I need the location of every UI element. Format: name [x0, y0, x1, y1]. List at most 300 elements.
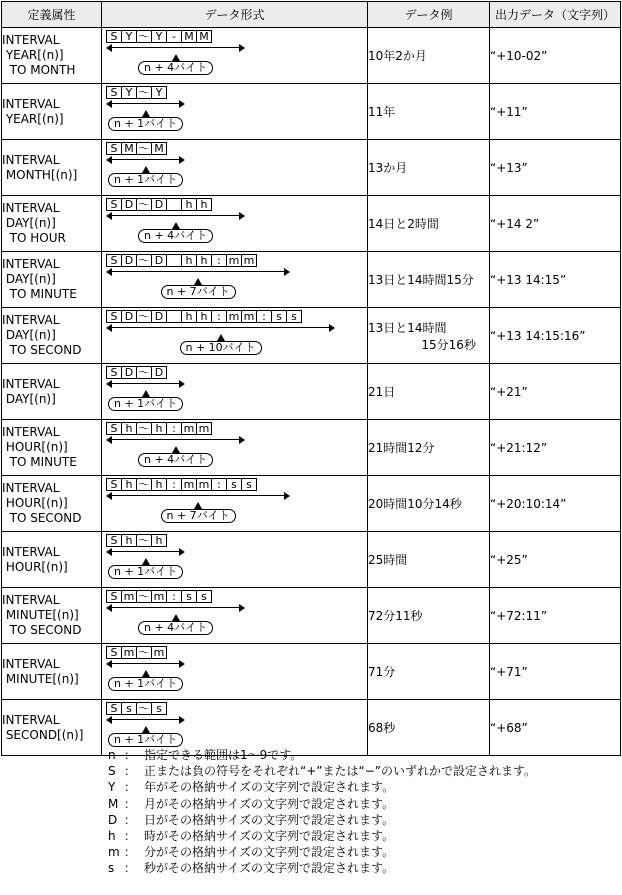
format-cells [106, 310, 335, 323]
attribute-line: MINUTE[(n)] [2, 671, 79, 686]
arrow-left-head-icon [106, 604, 112, 612]
note-key: m [108, 845, 120, 860]
output-cell: “+10-02” [490, 28, 621, 84]
attribute-line: INTERVAL [2, 152, 60, 167]
attribute-cell [2, 532, 102, 588]
length-arrow [106, 548, 185, 556]
example-cell [368, 308, 490, 364]
attribute-line: INTERVAL [2, 544, 60, 559]
attribute-line: TO MINUTE [2, 455, 77, 469]
format-char-cell: h [196, 310, 212, 323]
format-char-cell: : [211, 478, 227, 491]
byte-length-badge: n + 4バイト [138, 621, 213, 635]
format-cells [106, 590, 245, 603]
table-row [2, 308, 621, 364]
byte-length-badge: n + 1バイト [108, 733, 183, 747]
arrow-right-head-icon [179, 548, 185, 556]
output-cell: “+13 14:15” [490, 252, 621, 308]
format-char-cell: s [226, 478, 242, 491]
format-char-cell: m [196, 478, 212, 491]
attribute-line: INTERVAL [2, 425, 60, 439]
pointer-triangle-icon [142, 558, 150, 565]
output-cell: “+14 2” [490, 196, 621, 252]
note-separator: ： [124, 780, 137, 795]
format-char-cell: s [121, 702, 137, 715]
format-char-cell: m [181, 422, 197, 435]
format-diagram [106, 254, 290, 298]
format-cell [102, 252, 368, 308]
example-cell [368, 84, 490, 140]
format-cell [102, 644, 368, 700]
length-arrow [106, 100, 185, 108]
format-char-cell: 〜 [136, 534, 152, 547]
pointer-triangle-icon [172, 222, 180, 229]
note-key: D [108, 812, 118, 827]
arrow-left-head-icon [106, 436, 112, 444]
arrow-line [108, 663, 183, 664]
format-char-cell: : [166, 478, 182, 491]
format-char-cell: s [241, 478, 257, 491]
attribute-line: YEAR[(n)] [2, 111, 64, 126]
note-text: 正または負の符号をそれぞれ“+”または“−”のいずれかで設定されます。 [144, 764, 537, 779]
note-key: Y [108, 780, 116, 795]
attribute-line: YEAR[(n)] [2, 48, 64, 62]
attribute-line: TO MINUTE [2, 287, 77, 301]
format-char-cell: D [121, 310, 137, 323]
table-row [2, 140, 621, 196]
format-char-cell: 〜 [136, 310, 152, 323]
arrow-line [108, 607, 243, 608]
arrow-right-head-icon [329, 324, 335, 332]
arrow-right-head-icon [179, 156, 185, 164]
format-char-cell: 〜 [136, 30, 152, 43]
format-char-cell: Y [151, 86, 167, 99]
arrow-left-head-icon [106, 212, 112, 220]
note-text: 月がその格納サイズの文字列で設定されます。 [144, 796, 395, 811]
arrow-right-head-icon [179, 380, 185, 388]
byte-length-badge: n + 7バイト [161, 509, 236, 523]
length-arrow [106, 212, 245, 220]
byte-length-badge: n + 4バイト [138, 61, 213, 75]
example-line: 15分16秒 [368, 337, 476, 352]
example-line: 71分 [368, 665, 396, 679]
format-cells [106, 86, 185, 99]
note-text: 秒がその格納サイズの文字列で設定されます。 [144, 861, 395, 876]
note-line [108, 747, 536, 763]
format-char-cell: s [271, 310, 287, 323]
length-arrow [106, 604, 245, 612]
length-arrow [106, 660, 185, 668]
byte-length-badge: n + 4バイト [138, 453, 213, 467]
format-cell [102, 588, 368, 644]
example-cell [368, 588, 490, 644]
format-diagram [106, 646, 185, 690]
format-char-cell: h [196, 198, 212, 211]
format-char-cell: m [226, 310, 242, 323]
table-row [2, 532, 621, 588]
format-char-cell: S [106, 646, 122, 659]
attribute-line: TO HOUR [2, 231, 66, 245]
example-cell [368, 140, 490, 196]
format-char-cell: S [106, 30, 122, 43]
format-char-cell: M [181, 30, 197, 43]
arrow-line [108, 495, 288, 496]
format-char-cell: m [181, 478, 197, 491]
output-cell: “+21” [490, 364, 621, 420]
table-row [2, 644, 621, 700]
output-cell: “+20:10:14” [490, 476, 621, 532]
header-output-data: 出力データ（文字列） [490, 2, 621, 28]
format-char-cell: 〜 [136, 254, 152, 267]
pointer-triangle-icon [172, 446, 180, 453]
format-diagram [106, 198, 245, 242]
format-char-cell: h [151, 422, 167, 435]
format-char-cell: M [196, 30, 212, 43]
note-key: M [108, 796, 119, 811]
format-char-cell: s [286, 310, 302, 323]
byte-length-badge: n + 1バイト [108, 397, 183, 411]
example-cell [368, 420, 490, 476]
header-data-format: データ形式 [102, 2, 368, 28]
example-cell [368, 644, 490, 700]
attribute-line: INTERVAL [2, 712, 60, 727]
attribute-line: INTERVAL [2, 33, 60, 47]
format-char-cell: : [166, 422, 182, 435]
format-cell [102, 84, 368, 140]
format-char-cell: m [226, 254, 242, 267]
format-char-cell: s [181, 590, 197, 603]
example-cell [368, 196, 490, 252]
attribute-cell [2, 476, 102, 532]
pointer-triangle-icon [217, 334, 225, 341]
format-char-cell: S [106, 534, 122, 547]
format-diagram [106, 86, 185, 130]
format-char-cell [166, 254, 182, 267]
format-char-cell: D [151, 310, 167, 323]
attribute-line: INTERVAL [2, 201, 60, 215]
attribute-line: INTERVAL [2, 257, 60, 271]
format-cell [102, 196, 368, 252]
format-cell [102, 140, 368, 196]
attribute-line: TO SECOND [2, 343, 82, 357]
format-char-cell [166, 310, 182, 323]
length-arrow [106, 324, 335, 332]
arrow-left-head-icon [106, 100, 112, 108]
arrow-left-head-icon [106, 380, 112, 388]
attribute-line: INTERVAL [2, 481, 60, 495]
format-char-cell: S [106, 198, 122, 211]
attribute-cell [2, 644, 102, 700]
arrow-right-head-icon [239, 44, 245, 52]
format-char-cell: m [121, 590, 137, 603]
attribute-line: DAY[(n)] [2, 216, 56, 230]
format-diagram [106, 30, 245, 74]
example-line: 25時間 [368, 553, 408, 567]
example-line: 10年2か月 [368, 49, 427, 63]
note-line [108, 779, 536, 795]
attribute-line: DAY[(n)] [2, 328, 56, 342]
header-attribute: 定義属性 [2, 2, 102, 28]
output-cell: “+11” [490, 84, 621, 140]
format-char-cell [166, 198, 182, 211]
output-cell: “+71” [490, 644, 621, 700]
note-separator: ： [124, 748, 137, 762]
example-cell [368, 252, 490, 308]
format-char-cell: h [121, 478, 137, 491]
arrow-left-head-icon [106, 156, 112, 164]
pointer-triangle-icon [194, 502, 202, 509]
attribute-cell [2, 308, 102, 364]
format-diagram [106, 422, 245, 466]
attribute-line: SECOND[(n)] [2, 727, 84, 742]
table-row [2, 196, 621, 252]
format-char-cell: D [151, 198, 167, 211]
pointer-triangle-icon [172, 54, 180, 61]
attribute-cell [2, 700, 102, 756]
attribute-cell [2, 588, 102, 644]
arrow-line [108, 383, 183, 384]
length-arrow [106, 716, 185, 724]
format-char-cell: S [106, 590, 122, 603]
header-data-example: データ例 [368, 2, 490, 28]
format-char-cell: 〜 [136, 422, 152, 435]
arrow-line [108, 271, 288, 272]
note-text: 指定できる範囲は1〜9です。 [144, 748, 303, 762]
example-cell [368, 532, 490, 588]
format-char-cell: 〜 [136, 590, 152, 603]
format-cells [106, 254, 290, 267]
format-cell [102, 476, 368, 532]
table-row [2, 476, 621, 532]
pointer-triangle-icon [142, 166, 150, 173]
format-cells [106, 30, 245, 43]
note-separator: ： [124, 764, 137, 779]
byte-length-badge: n + 10バイト [180, 341, 262, 355]
format-char-cell: D [151, 254, 167, 267]
arrow-left-head-icon [106, 660, 112, 668]
byte-length-badge: n + 7バイト [161, 285, 236, 299]
table-row [2, 252, 621, 308]
format-char-cell: - [166, 30, 182, 43]
note-line [108, 812, 536, 828]
arrow-left-head-icon [106, 492, 112, 500]
attribute-cell [2, 28, 102, 84]
format-char-cell: h [181, 254, 197, 267]
format-char-cell: M [121, 142, 137, 155]
example-line: 13日と14時間 [368, 320, 447, 335]
pointer-triangle-icon [142, 110, 150, 117]
format-char-cell: 〜 [136, 198, 152, 211]
format-char-cell: Y [121, 86, 137, 99]
note-separator: ： [124, 861, 137, 876]
output-cell: “+13” [490, 140, 621, 196]
output-cell: “+72:11” [490, 588, 621, 644]
note-key: n [108, 748, 116, 762]
format-char-cell: m [241, 254, 257, 267]
format-cells [106, 534, 185, 547]
format-char-cell: D [121, 198, 137, 211]
attribute-line: TO MONTH [2, 63, 76, 77]
byte-length-badge: n + 1バイト [108, 565, 183, 579]
output-cell: “+13 14:15:16” [490, 308, 621, 364]
arrow-right-head-icon [239, 212, 245, 220]
attribute-line: TO SECOND [2, 623, 82, 637]
arrow-line [108, 103, 183, 104]
note-separator: ： [124, 812, 137, 827]
format-char-cell: h [151, 534, 167, 547]
table-row [2, 364, 621, 420]
arrow-right-head-icon [179, 660, 185, 668]
attribute-line: DAY[(n)] [2, 272, 56, 286]
example-line: 14日と2時間 [368, 217, 439, 231]
format-char-cell: 〜 [136, 478, 152, 491]
format-char-cell: 〜 [136, 86, 152, 99]
format-char-cell: : [256, 310, 272, 323]
note-key: s [108, 861, 115, 876]
format-char-cell: S [106, 366, 122, 379]
format-char-cell: D [151, 366, 167, 379]
example-line: 21日 [368, 385, 396, 399]
format-char-cell: : [211, 254, 227, 267]
format-char-cell: S [106, 142, 122, 155]
attribute-line: MINUTE[(n)] [2, 608, 79, 622]
byte-length-badge: n + 4バイト [138, 229, 213, 243]
example-line: 13日と14時間15分 [368, 273, 474, 287]
format-char-cell: 〜 [136, 702, 152, 715]
format-char-cell: m [196, 422, 212, 435]
attribute-line: INTERVAL [2, 656, 60, 671]
arrow-right-head-icon [179, 100, 185, 108]
format-char-cell: 〜 [136, 366, 152, 379]
note-text: 日がその格納サイズの文字列で設定されます。 [144, 812, 395, 827]
format-char-cell: M [151, 142, 167, 155]
arrow-line [108, 439, 243, 440]
pointer-triangle-icon [142, 726, 150, 733]
format-diagram [106, 702, 185, 746]
attribute-line: HOUR[(n)] [2, 496, 68, 510]
format-char-cell: : [211, 310, 227, 323]
format-char-cell: m [121, 646, 137, 659]
format-cells [106, 646, 185, 659]
format-cell [102, 532, 368, 588]
note-text: 分がその格納サイズの文字列で設定されます。 [144, 845, 395, 860]
arrow-line [108, 159, 183, 160]
length-arrow [106, 492, 290, 500]
arrow-right-head-icon [179, 716, 185, 724]
example-line: 13か月 [368, 161, 408, 175]
note-line [108, 796, 536, 812]
note-separator: ： [124, 829, 137, 844]
pointer-triangle-icon [172, 614, 180, 621]
attribute-line: INTERVAL [2, 96, 60, 111]
format-cells [106, 366, 185, 379]
format-diagram [106, 478, 290, 522]
example-line: 11年 [368, 105, 396, 119]
format-cell [102, 28, 368, 84]
format-char-cell: D [121, 366, 137, 379]
note-line [108, 763, 536, 779]
format-char-cell: S [106, 422, 122, 435]
format-diagram [106, 366, 185, 410]
arrow-left-head-icon [106, 268, 112, 276]
pointer-triangle-icon [142, 390, 150, 397]
example-line: 68秒 [368, 721, 396, 735]
format-char-cell: m [151, 590, 167, 603]
attribute-cell [2, 420, 102, 476]
format-cells [106, 142, 185, 155]
format-char-cell: h [121, 422, 137, 435]
attribute-line: HOUR[(n)] [2, 559, 68, 574]
format-char-cell: h [196, 254, 212, 267]
table-row [2, 28, 621, 84]
format-char-cell: Y [121, 30, 137, 43]
arrow-line [108, 719, 183, 720]
format-char-cell: h [181, 198, 197, 211]
example-line: 20時間10分14秒 [368, 497, 462, 511]
output-cell: “+21:12” [490, 420, 621, 476]
note-line [108, 860, 536, 876]
format-cell [102, 364, 368, 420]
note-separator: ： [124, 796, 137, 811]
table-row [2, 588, 621, 644]
format-char-cell: 〜 [136, 646, 152, 659]
output-cell: “+25” [490, 532, 621, 588]
format-char-cell: s [196, 590, 212, 603]
format-char-cell: S [106, 310, 122, 323]
arrow-left-head-icon [106, 548, 112, 556]
format-char-cell: S [106, 86, 122, 99]
arrow-line [108, 327, 333, 328]
legend-notes [108, 747, 536, 877]
attribute-line: TO SECOND [2, 511, 82, 525]
output-cell: “+68” [490, 700, 621, 756]
pointer-triangle-icon [194, 278, 202, 285]
attribute-line: DAY[(n)] [2, 391, 56, 406]
format-cells [106, 478, 290, 491]
note-line [108, 828, 536, 844]
pointer-triangle-icon [142, 670, 150, 677]
arrow-right-head-icon [239, 436, 245, 444]
example-cell [368, 364, 490, 420]
table-row [2, 420, 621, 476]
format-char-cell: m [151, 646, 167, 659]
format-diagram [106, 310, 335, 354]
format-diagram [106, 534, 185, 578]
attribute-cell [2, 84, 102, 140]
note-key: S [108, 764, 116, 779]
length-arrow [106, 436, 245, 444]
arrow-left-head-icon [106, 44, 112, 52]
example-line: 21時間12分 [368, 441, 435, 455]
byte-length-badge: n + 1バイト [108, 677, 183, 691]
format-char-cell: m [241, 310, 257, 323]
attribute-line: HOUR[(n)] [2, 440, 68, 454]
arrow-right-head-icon [284, 492, 290, 500]
attribute-line: MONTH[(n)] [2, 167, 78, 182]
format-diagram [106, 590, 245, 634]
format-char-cell: S [106, 702, 122, 715]
format-char-cell: Y [151, 30, 167, 43]
arrow-line [108, 551, 183, 552]
attribute-cell [2, 140, 102, 196]
arrow-line [108, 215, 243, 216]
format-char-cell: S [106, 254, 122, 267]
attribute-line: INTERVAL [2, 313, 60, 327]
format-char-cell: h [121, 534, 137, 547]
length-arrow [106, 44, 245, 52]
format-char-cell: D [121, 254, 137, 267]
byte-length-badge: n + 1バイト [108, 117, 183, 131]
